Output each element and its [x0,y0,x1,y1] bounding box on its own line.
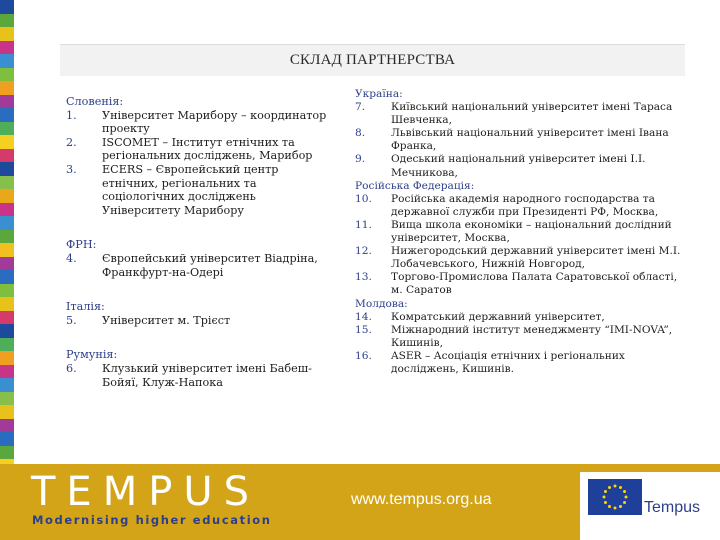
eu-star [608,505,611,508]
partner-item [66,252,336,279]
tempus-logo-wordmark: TEMPUS [31,469,261,515]
country-group [66,300,336,327]
partner-number: 12. [355,245,372,258]
strip-segment [0,405,14,419]
partner-number: 5. [66,313,77,327]
country-heading: ФРН: [66,238,97,252]
partner-name: ISCOMET – Інститут етнічних та регіональних досліджень, Марибор [102,135,313,163]
partner-item [355,271,685,297]
country-group [66,95,336,217]
partners-left-column [66,95,336,410]
partner-item [355,101,685,127]
partner-name: Університет Марибору – координатор проекту [102,108,327,136]
country-heading: Румунія: [66,348,118,362]
strip-segment [0,297,14,311]
eu-star [604,501,607,504]
partner-name: Російська академія народного господарства та державної служби при Президенті РФ, Москва, [391,192,659,218]
partner-name: Міжнародний інститут менеджменту “IMI-NOVA”, Кишинів, [391,323,673,349]
partner-name: Київський національний університет імені Тараса Шевченка, [391,101,673,127]
partner-number: 1. [66,108,77,122]
page-title: СКЛАД ПАРТНЕРСТВА [60,44,685,76]
eu-star [619,486,622,489]
partner-number: 2. [66,135,77,149]
strip-segment [0,68,14,82]
partner-name: Університет м. Трієст [102,313,231,327]
strip-segment [0,95,14,109]
strip-segment [0,189,14,203]
strip-segment [0,432,14,446]
partner-item [355,324,685,350]
country-heading: Україна: [355,88,403,100]
partner-number: 9. [355,153,366,166]
partner-number: 11. [355,218,372,231]
eu-star [614,507,617,510]
strip-segment [0,135,14,149]
tempus-badge-label: Tempus [644,499,701,516]
strip-segment [0,203,14,217]
eu-star [623,490,626,493]
strip-segment [0,162,14,176]
partner-name: Нижегородський державний університет імені М.І. Лобачевського, Нижній Новгород, [391,245,681,271]
partners-right-column [355,88,685,376]
eu-tempus-badge [580,472,720,540]
country-group [66,238,336,279]
country-group [355,180,685,298]
strip-segment [0,338,14,352]
eu-star [604,490,607,493]
strip-segment [0,54,14,68]
country-group [355,88,685,180]
strip-segment [0,270,14,284]
eu-star [603,496,606,499]
eu-star [614,485,617,488]
strip-segment [0,311,14,325]
strip-segment [0,122,14,136]
strip-segment [0,149,14,163]
strip-segment [0,0,14,14]
partner-name: Одеський національний університет імені І.І. Мечникова, [391,153,646,179]
partner-name: Вища школа економіки – національний дослідний університет, Москва, [391,218,672,245]
strip-segment [0,365,14,379]
partner-item [355,193,685,219]
eu-star [619,505,622,508]
eu-star [623,501,626,504]
country-heading: Італія: [66,300,105,314]
partner-item [66,163,336,217]
tempus-logo-tagline: Modernising higher education [32,513,272,527]
partner-item [355,219,685,245]
country-group [66,348,336,389]
strip-segment [0,176,14,190]
strip-segment [0,284,14,298]
partner-number: 15. [355,323,372,336]
partner-item [355,153,685,179]
strip-segment [0,324,14,338]
partner-item [355,311,685,324]
strip-segment [0,243,14,257]
partner-name: Клузький університет імені Бабеш-Бойяї, Клуж-Напока [102,361,312,389]
country-heading: Словенія: [66,95,124,108]
partner-number: 8. [355,127,366,140]
decorative-color-strip [0,0,14,540]
partner-number: 7. [355,101,366,114]
partner-item [66,136,336,163]
strip-segment [0,378,14,392]
partner-name: Комратський державний університет, [391,310,605,323]
partner-name: Торгово-Промислова Палата Саратовської області, м. Саратов [391,271,678,297]
partner-item [355,245,685,271]
strip-segment [0,108,14,122]
partner-item [66,362,336,389]
strip-segment [0,392,14,406]
partner-number: 16. [355,349,372,362]
partner-name: Львівський національний університет імені Івана Франка, [391,127,669,153]
strip-segment [0,41,14,55]
strip-segment [0,230,14,244]
partner-item [355,127,685,153]
strip-segment [0,257,14,271]
partner-number: 14. [355,310,372,323]
strip-segment [0,81,14,95]
strip-segment [0,14,14,28]
partner-number: 6. [66,361,77,375]
partner-name: ASER – Асоціація етнічних і регіональних досліджень, Кишинів. [391,349,625,375]
strip-segment [0,351,14,365]
strip-segment [0,216,14,230]
eu-flag-icon [588,479,642,515]
partner-name: Європейський університет Віадріна, Франкфурт-на-Одері [102,251,318,279]
partner-number: 10. [355,192,372,205]
partner-number: 3. [66,162,77,176]
partner-item [66,109,336,136]
country-heading: Молдова: [355,297,408,310]
partner-item [355,350,685,376]
country-heading: Російська Федерація: [355,179,475,192]
strip-segment [0,419,14,433]
eu-star [625,496,628,499]
strip-segment [0,27,14,41]
country-group [355,298,685,377]
partner-number: 13. [355,271,372,284]
eu-star [608,486,611,489]
partner-name: ECERS – Європейський центр етнічних, регіональних та соціологічних досліджень Університету Марибору [102,162,279,217]
partner-item [66,314,336,328]
strip-segment [0,446,14,460]
partner-number: 4. [66,251,77,265]
website-url[interactable]: www.tempus.org.ua [351,491,492,508]
